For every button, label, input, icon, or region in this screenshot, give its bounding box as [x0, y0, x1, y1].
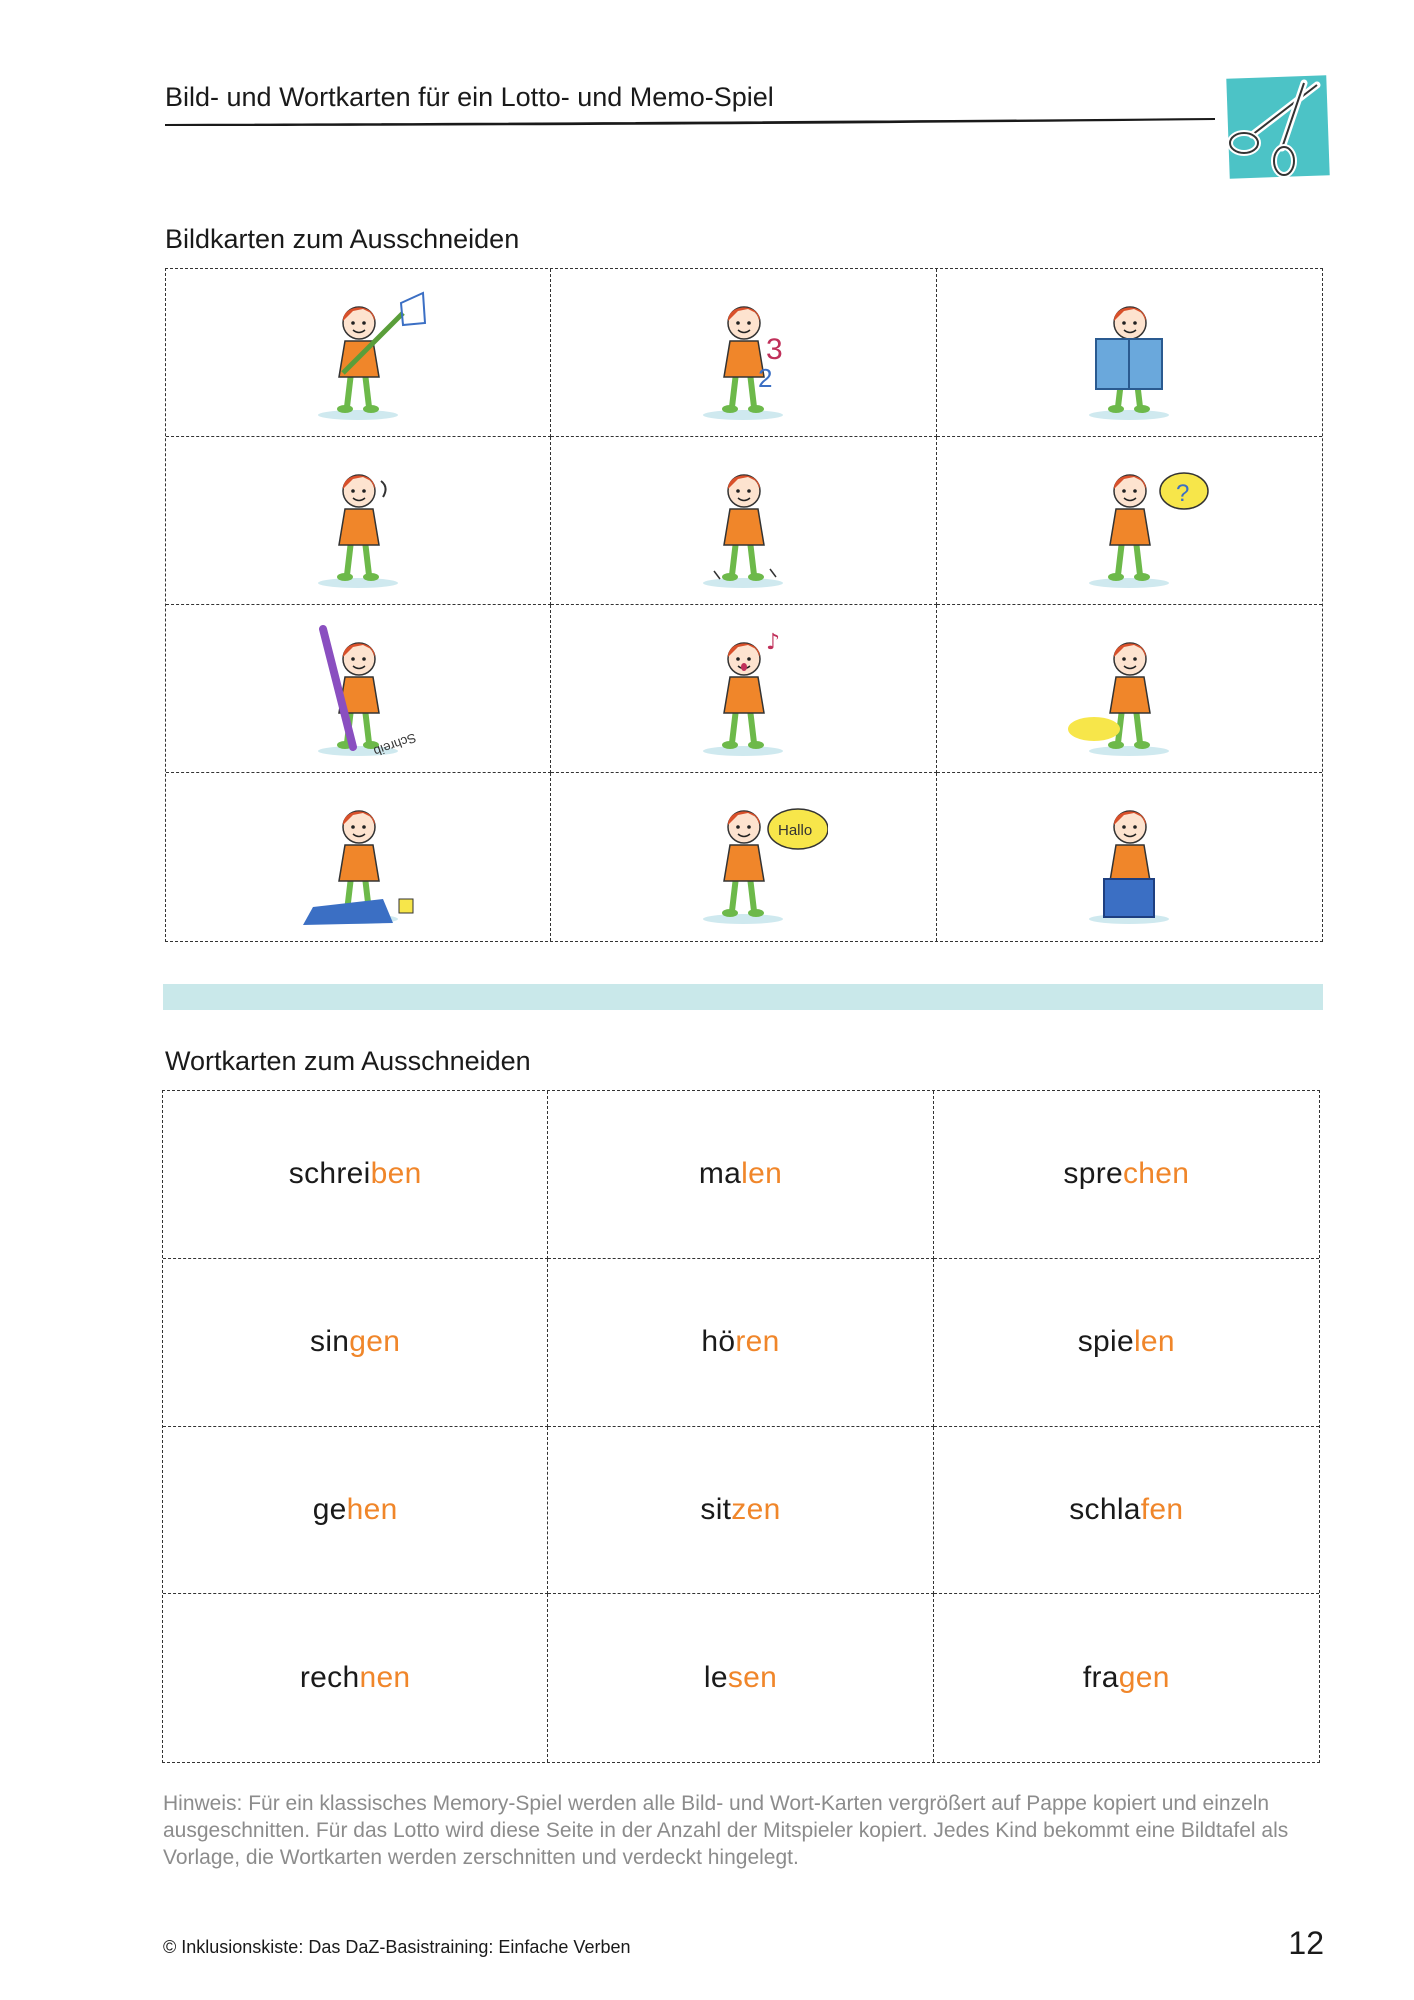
scissors-icon: [1222, 73, 1332, 181]
word-card-text: [704, 1661, 777, 1695]
word-stem: le: [703, 1661, 728, 1695]
word-card: [934, 1259, 1319, 1427]
word-stem: spie: [1077, 1325, 1134, 1359]
word-stem: sin: [310, 1325, 350, 1359]
word-cards-title: Wortkarten zum Ausschneiden: [165, 1046, 531, 1076]
asking-child-illustration: [1044, 451, 1214, 591]
svg-text:Schreib: Schreib: [371, 729, 419, 759]
word-ending: gen: [349, 1325, 401, 1359]
walking-child-illustration: [658, 451, 828, 591]
svg-text:Hallo: Hallo: [778, 822, 813, 839]
word-card-text: [289, 1157, 422, 1191]
word-stem: ma: [698, 1157, 742, 1191]
word-stem: spre: [1063, 1157, 1123, 1191]
picture-card: [551, 437, 936, 605]
word-card: [163, 1259, 548, 1427]
copyright-footer: © Inklusionskiste: Das DaZ-Basistraining: Einfache Verben: [163, 1937, 631, 1957]
word-card: [548, 1594, 933, 1762]
word-stem: rech: [299, 1661, 360, 1695]
word-stem: hö: [701, 1325, 736, 1359]
talking-child-illustration: [658, 787, 828, 927]
singing-child-illustration: [658, 619, 828, 759]
picture-card: [166, 605, 551, 773]
word-ending: nen: [359, 1661, 411, 1695]
word-ending: hen: [346, 1492, 398, 1526]
word-card-text: [300, 1661, 411, 1695]
word-stem: schla: [1069, 1492, 1141, 1526]
word-card: [548, 1091, 933, 1259]
word-card: [163, 1594, 548, 1762]
word-card-text: [310, 1325, 400, 1359]
picture-card: [937, 437, 1322, 605]
word-card: [548, 1427, 933, 1595]
sitting-child-illustration: [1044, 787, 1214, 927]
word-ending: len: [741, 1157, 783, 1191]
word-card: [548, 1259, 933, 1427]
reading-child-illustration: [1044, 283, 1214, 423]
word-card: [163, 1091, 548, 1259]
word-ending: gen: [1118, 1661, 1170, 1695]
word-card-text: [1078, 1325, 1175, 1359]
word-stem: sit: [700, 1492, 732, 1526]
sleeping-child-illustration: [1044, 619, 1214, 759]
word-card: [163, 1427, 548, 1595]
playing-child-illustration: [273, 787, 443, 927]
picture-cards-title: Bildkarten zum Ausschneiden: [165, 224, 520, 254]
word-card: [934, 1594, 1319, 1762]
word-ending: ben: [370, 1157, 422, 1191]
picture-card: [551, 605, 936, 773]
picture-card: [937, 605, 1322, 773]
word-ending: chen: [1122, 1157, 1190, 1191]
page-number: 12: [1288, 1925, 1324, 1961]
svg-text:?: ?: [1176, 479, 1190, 507]
picture-card: [551, 773, 936, 941]
picture-card: [166, 269, 551, 437]
word-stem: ge: [312, 1492, 347, 1526]
listening-child-illustration: [273, 451, 443, 591]
svg-text:♪: ♪: [766, 629, 781, 655]
svg-text:2: 2: [758, 362, 773, 393]
picture-card: [166, 773, 551, 941]
word-stem: schrei: [288, 1157, 371, 1191]
page-title: Bild- und Wortkarten für ein Lotto- und Memo-Spiel: [165, 82, 774, 112]
word-stem: fra: [1082, 1661, 1119, 1695]
word-card-grid: [162, 1090, 1320, 1763]
word-ending: ren: [735, 1325, 780, 1359]
word-card-text: [1063, 1157, 1189, 1191]
instruction-note: Hinweis: Für ein klassisches Memory-Spiel werden alle Bild- und Wort-Karten vergrößert auf Pappe kopiert und einzeln ausgeschnitten. Für das Lotto wird diese Seite in der Anzahl der Mitspieler kopiert. Jedes Kind bekommt eine Bildtafel als Vorlage, die Wortkarten werden zerschnitten und verdeckt hingelegt.: [163, 1792, 1289, 1869]
painting-child-illustration: [273, 283, 443, 423]
picture-card-grid: [165, 268, 1323, 942]
picture-card: [166, 437, 551, 605]
word-card: [934, 1427, 1319, 1595]
section-divider: [163, 984, 1323, 1010]
word-card: [934, 1091, 1319, 1259]
word-ending: len: [1133, 1325, 1175, 1359]
writing-child-illustration: [273, 619, 443, 759]
word-card-text: [313, 1493, 398, 1527]
picture-card: [551, 269, 936, 437]
word-card-text: [1069, 1493, 1183, 1527]
picture-card: [937, 773, 1322, 941]
word-ending: sen: [727, 1661, 778, 1695]
word-card-text: [700, 1493, 780, 1527]
picture-card: [937, 269, 1322, 437]
counting-child-illustration: [658, 283, 828, 423]
header-rule: [165, 116, 1215, 128]
word-card-text: [1083, 1661, 1170, 1695]
word-ending: fen: [1140, 1492, 1184, 1526]
word-card-text: [699, 1157, 782, 1191]
word-ending: zen: [731, 1492, 781, 1526]
word-card-text: [701, 1325, 779, 1359]
svg-text:3: 3: [766, 332, 784, 366]
